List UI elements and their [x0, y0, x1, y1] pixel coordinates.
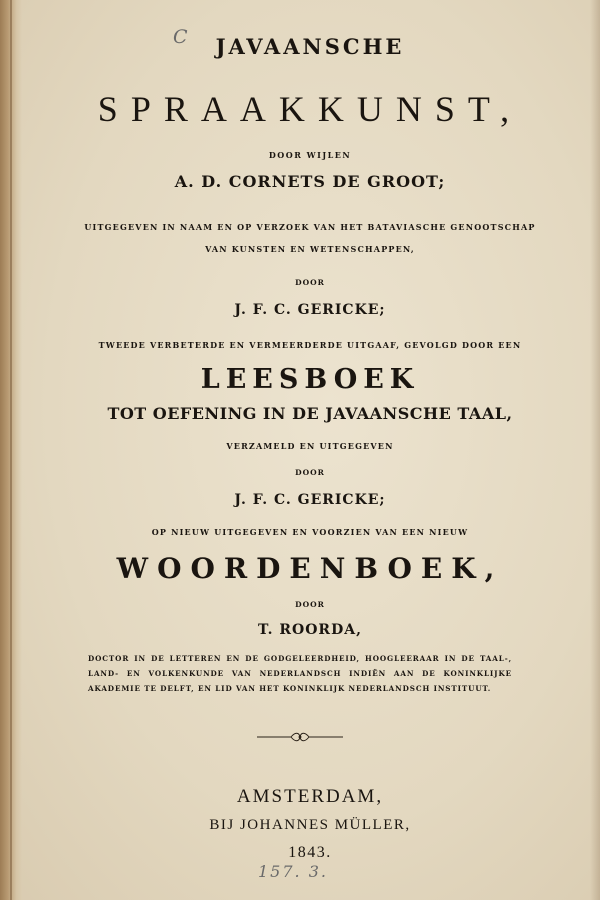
leesboek-subtitle: TOT OEFENING IN DE JAVAANSCHE TAAL, [107, 404, 513, 423]
ornament-divider [255, 730, 345, 744]
opnieuw-line: OP NIEUW UITGEGEVEN EN VOORZIEN VAN EEN NIEUW [151, 527, 469, 537]
door-line-3: DOOR [295, 468, 325, 477]
shelf-number: 157. 3. [258, 862, 328, 881]
title-line-2: SPRAAKKUNST, [97, 89, 523, 129]
title-line-1: JAVAANSCHE [215, 34, 405, 59]
leesboek-heading: LEESBOEK [200, 364, 420, 395]
imprint-year: 1843. [288, 844, 332, 861]
edition-line: TWEEDE VERBETERDE EN VERMEERDERDE UITGAAF, GEVOLGD DOOR EEN [98, 340, 522, 350]
author-credentials: DOCTOR IN DE LETTEREN EN DE GODGELEERDHEID, HOOGLEERAAR IN DE TAAL-, LAND- EN VOLKENKUNDE VAN NEDERLANDSCH INDIËN AAN DE KONINKLIJKE AKADEMIE TE DELFT, EN LID VAN HET KONINKLIJK NEDERLANDSCH INSTITUUT. [88, 654, 512, 693]
page-edge-shadow [590, 0, 600, 900]
publisher-line-1: UITGEGEVEN IN NAAM EN OP VERZOEK VAN HET BATAVIASCHE GENOOTSCHAP [84, 222, 536, 232]
door-line-2: DOOR [295, 278, 325, 287]
imprint-publisher: BIJ JOHANNES MÜLLER, [209, 817, 411, 833]
author-3: J. F. C. GERICKE; [234, 492, 386, 508]
author-1: A. D. CORNETS DE GROOT; [174, 172, 446, 191]
door-line-1: DOOR WIJLEN [268, 150, 352, 160]
publisher-line-2: VAN KUNSTEN EN WETENSCHAPPEN, [205, 244, 415, 254]
door-line-4: DOOR [295, 600, 325, 609]
verzameld-line: VERZAMELD EN UITGEGEVEN [226, 441, 394, 451]
pencil-mark: C [173, 26, 188, 48]
author-2: J. F. C. GERICKE; [234, 302, 386, 318]
imprint-city: AMSTERDAM, [236, 786, 384, 807]
author-4: T. ROORDA, [258, 622, 362, 638]
binding-line [10, 0, 12, 900]
woordenboek-heading: WOORDENBOEK, [116, 552, 504, 585]
